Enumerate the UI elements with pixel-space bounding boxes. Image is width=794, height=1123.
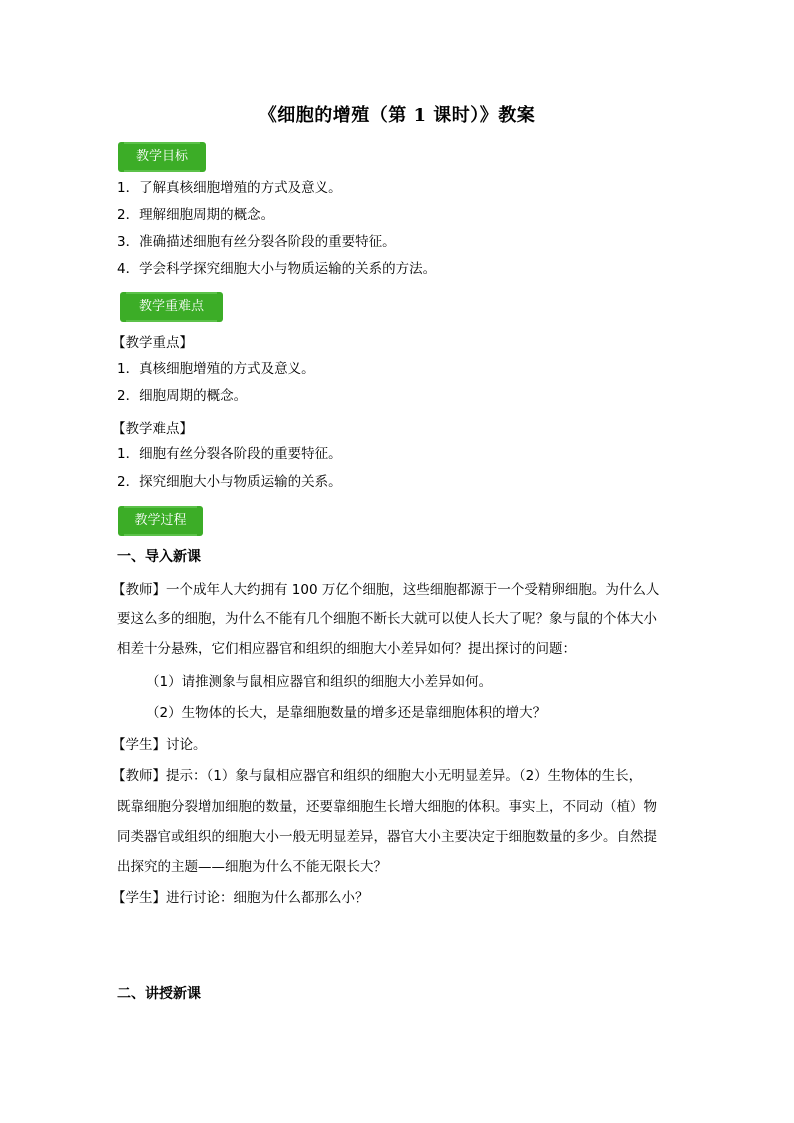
process-badge: [121, 506, 200, 536]
difficulty-item: 2．探究细胞大小与物质运输的关系。: [117, 474, 342, 490]
focus-item: 2．细胞周期的概念。: [117, 388, 248, 404]
paragraph-line: 【学生】讨论。: [112, 737, 207, 753]
difficulty-label: 【教学难点】: [112, 421, 193, 437]
paragraph-line: 既靠细胞分裂增加细胞的数量，还要靠细胞生长增大细胞的体积。事实上，不同动（植）物: [117, 799, 657, 815]
document-title: 《细胞的增殖（第 1 课时）》教案: [258, 105, 536, 126]
paragraph-line: 【教师】提示：（1）象与鼠相应器官和组织的细胞大小无明显差异。（2）生物体的生长，: [112, 768, 643, 784]
difficulty-item: 1．细胞有丝分裂各阶段的重要特征。: [117, 446, 342, 462]
objectives-badge-label: 教学目标: [135, 149, 188, 164]
paragraph-line: 【教师】一个成年人大约拥有 100 万亿个细胞，这些细胞都源于一个受精卵细胞。为什么人: [112, 582, 660, 598]
paragraph-line: 相差十分悬殊，它们相应器官和组织的细胞大小差异如何？提出探讨的问题：: [117, 641, 576, 657]
keypoints-badge: [123, 292, 220, 322]
paragraph-line: （1）请推测象与鼠相应器官和组织的细胞大小差异如何。: [146, 674, 493, 690]
objectives-badge: [121, 142, 203, 172]
section-heading-intro: 一、导入新课: [117, 549, 201, 565]
paragraph-line: 出探究的主题——细胞为什么不能无限长大？: [117, 859, 387, 875]
section-heading-lecture: 二、讲授新课: [117, 986, 201, 1002]
focus-label: 【教学重点】: [112, 335, 193, 351]
process-badge-label: 教学过程: [134, 513, 187, 528]
paragraph-line: 【学生】进行讨论：细胞为什么都那么小？: [112, 890, 369, 906]
keypoints-badge-label: 教学重难点: [138, 299, 204, 314]
objective-item: 2．理解细胞周期的概念。: [117, 207, 275, 223]
paragraph-line: 要这么多的细胞，为什么不能有几个细胞不断长大就可以使人长大了呢？象与鼠的个体大小: [117, 611, 657, 627]
objective-item: 1．了解真核细胞增殖的方式及意义。: [117, 180, 342, 196]
focus-item: 1．真核细胞增殖的方式及意义。: [117, 361, 315, 377]
paragraph-line: 同类器官或组织的细胞大小一般无明显差异，器官大小主要决定于细胞数量的多少。自然提: [117, 829, 657, 845]
paragraph-line: （2）生物体的长大，是靠细胞数量的增多还是靠细胞体积的增大？: [146, 705, 547, 721]
objective-item: 4．学会科学探究细胞大小与物质运输的关系的方法。: [117, 261, 437, 277]
objective-item: 3．准确描述细胞有丝分裂各阶段的重要特征。: [117, 234, 396, 250]
